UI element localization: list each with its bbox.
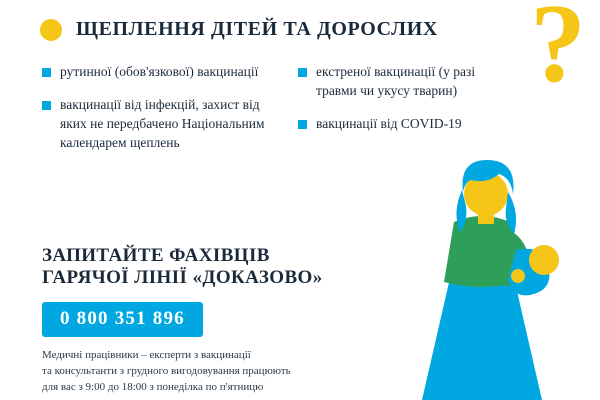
- header-dot-icon: [40, 19, 62, 41]
- bullet-columns: [42, 62, 512, 167]
- list-item: [298, 62, 498, 100]
- poster-header: [40, 18, 438, 41]
- question-mark-icon: ?: [530, 0, 584, 106]
- bullet-column-right: [298, 62, 498, 167]
- square-bullet-icon: [42, 101, 51, 110]
- footnote: [42, 348, 372, 396]
- list-item-label: екстреної вакцинації (у разі травми чи укусу тварин): [316, 64, 476, 99]
- square-bullet-icon: [42, 68, 51, 77]
- list-item-label: вакцинації від COVID-19: [316, 116, 462, 132]
- footnote-line-1: Медичні працівники – експерти з вакцинації: [42, 349, 251, 361]
- page-title: ЩЕПЛЕННЯ ДІТЕЙ ТА ДОРОСЛИХ: [76, 18, 438, 40]
- list-item: [42, 62, 272, 81]
- call-to-action: [42, 245, 392, 337]
- square-bullet-icon: [298, 68, 307, 77]
- footnote-line-3: для вас з 9:00 до 18:00 з понеділка по п'ятницю: [42, 380, 264, 393]
- list-item-label: вакцинації від інфекцій, захист від яких не передбачено Національним календарем щеплень: [60, 97, 265, 151]
- cta-line-1: ЗАПИТАЙТЕ ФАХІВЦІВ: [42, 245, 270, 266]
- list-item: [298, 114, 498, 133]
- hotline-phone-number[interactable]: 0 800 351 896: [42, 302, 203, 337]
- bullet-column-left: [42, 62, 272, 167]
- square-bullet-icon: [298, 120, 307, 129]
- cta-line-2: ГАРЯЧОЇ ЛІНІЇ «ДОКАЗОВО»: [42, 267, 323, 289]
- list-item: [42, 95, 272, 152]
- list-item-label: рутинної (обов'язкової) вакцинації: [60, 64, 259, 79]
- footnote-line-2: та консультанти з грудного вигодовування працюють: [42, 364, 291, 377]
